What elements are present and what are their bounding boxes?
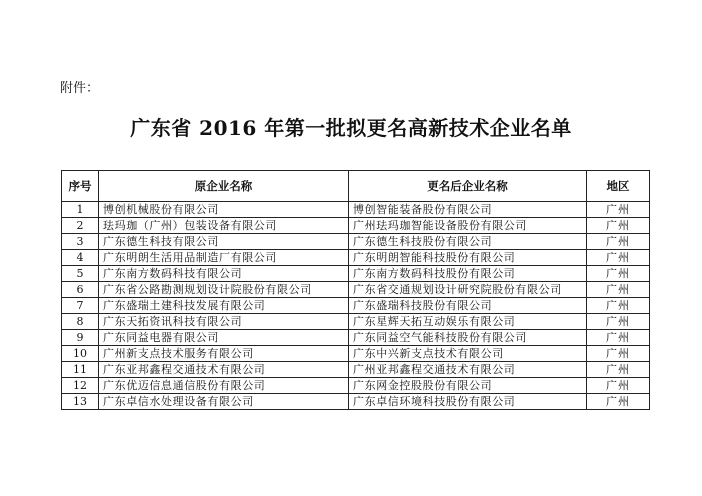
document-title: 广东省 2016 年第一批拟更名高新技术企业名单	[130, 116, 572, 140]
row-region: 广州	[587, 234, 650, 250]
row-renamed-name: 广东卓信环境科技股份有限公司	[349, 394, 587, 410]
row-region: 广州	[587, 330, 650, 346]
table-row	[62, 250, 650, 266]
row-region: 广州	[587, 202, 650, 218]
row-serial: 1	[62, 202, 99, 218]
row-renamed-name: 广州珐玛珈智能设备股份有限公司	[349, 218, 587, 234]
table-row	[62, 234, 650, 250]
table-row	[62, 266, 650, 282]
row-renamed-name: 广东明朗智能科技股份有限公司	[349, 250, 587, 266]
row-renamed-name: 广州亚邦鑫程交通技术有限公司	[349, 362, 587, 378]
row-original-name: 博创机械股份有限公司	[99, 202, 349, 218]
row-region: 广州	[587, 314, 650, 330]
row-region: 广州	[587, 362, 650, 378]
row-serial: 13	[62, 394, 99, 410]
row-renamed-name: 广东网金控股股份有限公司	[349, 378, 587, 394]
table-row	[62, 362, 650, 378]
row-original-name: 广东盛瑞土建科技发展有限公司	[99, 298, 349, 314]
row-serial: 12	[62, 378, 99, 394]
row-original-name: 广东德生科技有限公司	[99, 234, 349, 250]
row-region: 广州	[587, 218, 650, 234]
table-row	[62, 298, 650, 314]
row-serial: 11	[62, 362, 99, 378]
row-original-name: 广州新支点技术服务有限公司	[99, 346, 349, 362]
header-region: 地区	[587, 171, 650, 202]
table-row	[62, 330, 650, 346]
row-renamed-name: 广东星辉天拓互动娱乐有限公司	[349, 314, 587, 330]
company-rename-table	[61, 170, 650, 410]
table-row	[62, 378, 650, 394]
table-row	[62, 314, 650, 330]
row-region: 广州	[587, 250, 650, 266]
row-original-name: 广东同益电器有限公司	[99, 330, 349, 346]
annex-label: 附件：	[60, 81, 100, 96]
table-row	[62, 202, 650, 218]
row-original-name: 广东明朗生活用品制造厂有限公司	[99, 250, 349, 266]
row-region: 广州	[587, 346, 650, 362]
table-header-row	[62, 171, 650, 202]
row-serial: 10	[62, 346, 99, 362]
table-row	[62, 394, 650, 410]
row-region: 广州	[587, 378, 650, 394]
row-renamed-name: 广东南方数码科技股份有限公司	[349, 266, 587, 282]
row-original-name: 广东天拓资讯科技有限公司	[99, 314, 349, 330]
table-row	[62, 346, 650, 362]
row-original-name: 珐玛珈（广州）包装设备有限公司	[99, 218, 349, 234]
row-original-name: 广东省公路勘测规划设计院股份有限公司	[99, 282, 349, 298]
row-serial: 9	[62, 330, 99, 346]
header-serial: 序号	[62, 171, 99, 202]
row-serial: 5	[62, 266, 99, 282]
row-renamed-name: 广东省交通规划设计研究院股份有限公司	[349, 282, 587, 298]
row-original-name: 广东亚邦鑫程交通技术有限公司	[99, 362, 349, 378]
row-renamed-name: 广东盛瑞科技股份有限公司	[349, 298, 587, 314]
row-serial: 6	[62, 282, 99, 298]
table-row	[62, 282, 650, 298]
row-region: 广州	[587, 394, 650, 410]
row-original-name: 广东南方数码科技有限公司	[99, 266, 349, 282]
row-region: 广州	[587, 282, 650, 298]
row-serial: 2	[62, 218, 99, 234]
row-renamed-name: 广东德生科技股份有限公司	[349, 234, 587, 250]
row-region: 广州	[587, 298, 650, 314]
row-original-name: 广东优迈信息通信股份有限公司	[99, 378, 349, 394]
table-row	[62, 218, 650, 234]
row-serial: 7	[62, 298, 99, 314]
row-renamed-name: 广东同益空气能科技股份有限公司	[349, 330, 587, 346]
row-renamed-name: 广东中兴新支点技术有限公司	[349, 346, 587, 362]
header-original-name: 原企业名称	[99, 171, 349, 202]
row-renamed-name: 博创智能装备股份有限公司	[349, 202, 587, 218]
header-renamed-name: 更名后企业名称	[349, 171, 587, 202]
row-region: 广州	[587, 266, 650, 282]
row-original-name: 广东卓信水处理设备有限公司	[99, 394, 349, 410]
row-serial: 4	[62, 250, 99, 266]
row-serial: 8	[62, 314, 99, 330]
row-serial: 3	[62, 234, 99, 250]
